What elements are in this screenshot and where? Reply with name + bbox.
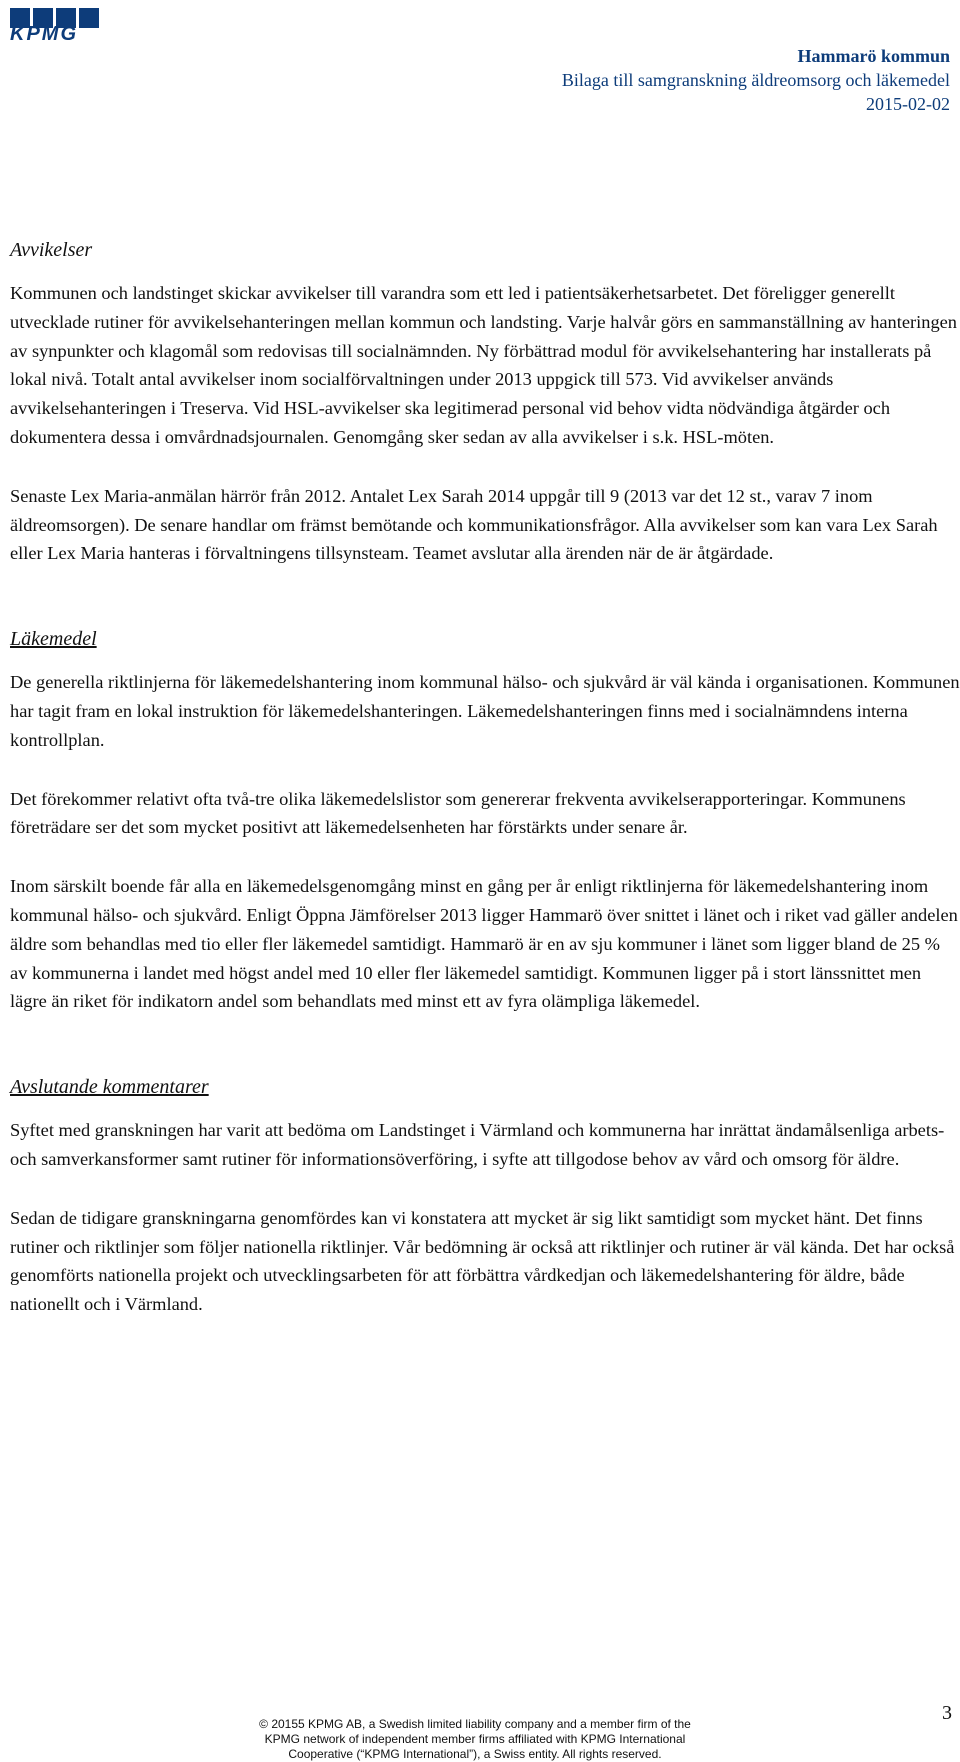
- section-heading-lakemedel: Läkemedel: [10, 628, 97, 651]
- document-header: [562, 44, 950, 116]
- paragraph: De generella riktlinjerna för läkemedelshantering inom kommunal hälso- och sjukvård är väl kända i organisationen. Kommunen har tagit fram en lokal instruktion för läkemedelshanteringen. Läkemedelshanteringen finns med i socialnämndens interna kontrollplan.: [10, 672, 960, 750]
- kpmg-logo: [8, 6, 106, 44]
- header-title: Hammarö kommun: [797, 46, 950, 66]
- logo-text: KPMG: [10, 23, 78, 44]
- paragraph: Inom särskilt boende får alla en läkemedelsgenomgång minst en gång per år enligt riktlinjerna för läkemedelshantering inom kommunal hälso- och sjukvård. Enligt Öppna Jämförelser 2013 ligger Hammarö över snittet i länet och i riket vad gäller andelen äldre som behandlas med tio eller fler läkemedel samtidigt. Hammarö är en av sju kommuner i länet som ligger bland de 25 % av kommunerna i landet med högst andel med 10 eller fler läkemedel samtidigt. Kommunen ligger på i stort länssnittet men lägre än riket för indikatorn andel som behandlats med minst ett av fyra olämpliga läkemedel.: [10, 876, 958, 1012]
- footer-line: © 20155 KPMG AB, a Swedish limited liability company and a member firm of the: [259, 1717, 691, 1731]
- footer-line: Cooperative (“KPMG International”), a Swiss entity. All rights reserved.: [288, 1747, 662, 1761]
- kpmg-logo-graphic: [8, 6, 106, 44]
- footer-line: KPMG network of independent member firms affiliated with KPMG International: [264, 1732, 686, 1746]
- paragraph: Senaste Lex Maria-anmälan härrör från 2012. Antalet Lex Sarah 2014 uppgår till 9 (2013 var det 12 st., varav 7 inom äldreomsorgen). De senare handlar om främst bemötande och kommunikationsfrågor. Alla avvikelser som kan vara Lex Sarah eller Lex Maria hanteras i förvaltningens tillsynsteam. Teamet avslutar alla ärenden när de är åtgärdade.: [10, 485, 938, 564]
- section-heading-avslutande-kommentarer: Avslutande kommentarer: [10, 1076, 209, 1099]
- paragraph: Kommunen och landstinget skickar avvikelser till varandra som ett led i patientsäkerhetsarbetet. Det föreligger generellt utvecklade rutiner för avvikelsehanteringen mellan kommun och landsting. Varje halvår görs en sammanställning av hanteringen av synpunkter och klagomål som redovisas till socialnämnden. Ny förbättrad modul för avvikelsehantering har installerats på lokal nivå. Totalt antal avvikelser inom socialförvaltningen under 2013 uppgick till 573. Vid avvikelser används avvikelsehanteringen i Treserva. Vid HSL-avvikelser ska legitimerad personal vid behov vidta nödvändiga åtgärder och dokumentera dessa i omvårdnadsjournalen. Genomgång sker sedan av alla avvikelser i s.k. HSL-möten.: [10, 283, 957, 447]
- page-number: 3: [942, 1702, 952, 1724]
- header-subtitle: Bilaga till samgranskning äldreomsorg och läkemedel: [561, 70, 950, 90]
- footer-legal: [175, 1717, 775, 1762]
- paragraph: Sedan de tidigare granskningarna genomfördes kan vi konstatera att mycket är sig likt samtidigt som mycket hänt. Det finns rutiner och riktlinjer som följer nationella riktlinjer. Vår bedömning är också att riktlinjer och rutiner är väl kända. Det har också genomförts nationella projekt och utvecklingsarbeten för att förbättra vårdkedjan och läkemedelshantering för äldre, både nationellt och i Värmland.: [10, 1207, 955, 1315]
- paragraph: Syftet med granskningen har varit att bedöma om Landstinget i Värmland och kommunerna har inrättat ändamålsenliga arbets- och samverkansformer samt rutiner för informationsöverföring, i syfte att tillgodose behov av vård och omsorg för äldre.: [10, 1120, 945, 1169]
- paragraph: Det förekommer relativt ofta två-tre olika läkemedelslistor som genererar frekventa avvikelserapporteringar. Kommunens företrädare ser det som mycket positivt att läkemedelsenheten har förstärkts under senare år.: [10, 788, 906, 838]
- document-body: [10, 234, 960, 1319]
- header-date: 2015-02-02: [866, 94, 950, 114]
- section-heading-avvikelser: Avvikelser: [10, 239, 93, 261]
